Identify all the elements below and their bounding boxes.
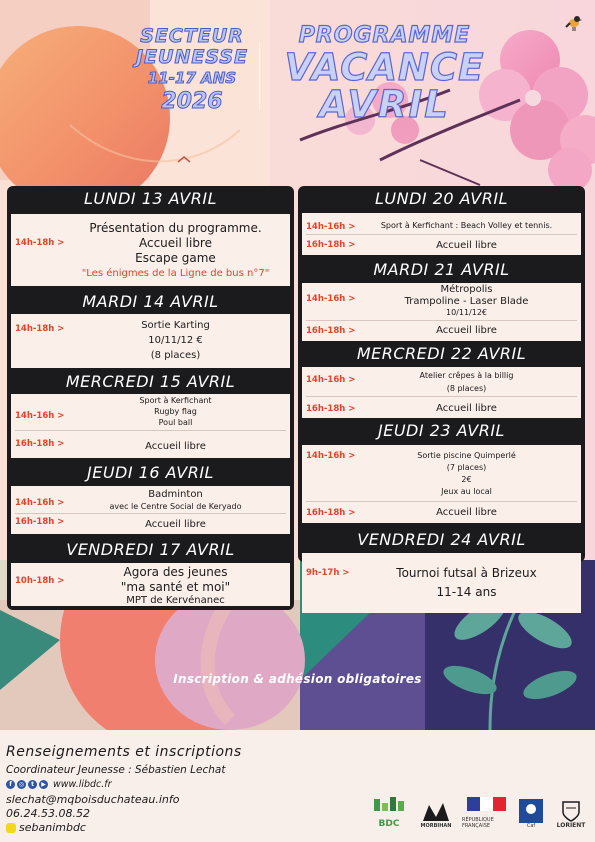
day-card [11, 394, 290, 458]
time-slot: 14h-16h > [306, 451, 356, 461]
morbihan-logo [416, 793, 456, 829]
activity-text: Présentation du programme. [89, 221, 262, 235]
activity-text: Sortie Karting [141, 320, 210, 331]
snapchat-handle [6, 821, 86, 834]
activity-text: (7 places) [446, 463, 487, 472]
time-slot: 10h-18h > [15, 576, 65, 586]
activity-text: Accueil libre [138, 236, 212, 250]
activity-text: Tournoi futsal à Brizeux [396, 566, 537, 580]
activity-text: MPT de Kervénanec [126, 595, 225, 606]
activity-text: Accueil libre [436, 403, 497, 414]
time-slot: 16h-18h > [15, 439, 65, 449]
day-card [11, 314, 290, 368]
day-header: VENDREDI 17 AVRIL [66, 540, 235, 559]
row-separator [306, 396, 577, 397]
day-header: LUNDI 20 AVRIL [374, 189, 508, 208]
activity-text: Poul ball [158, 418, 193, 427]
day-header: MARDI 21 AVRIL [373, 260, 510, 279]
activity-text: Accueil libre [436, 240, 497, 251]
caf-logo-text: Caf [526, 823, 536, 829]
activity-text: Badminton [148, 489, 203, 500]
day-header: LUNDI 13 AVRIL [83, 189, 217, 208]
snapchat-icon [6, 823, 16, 833]
republique-logo-text: RÉPUBLIQUE FRANÇAISE [462, 817, 494, 829]
activity-text: Agora des jeunes [123, 565, 228, 579]
time-slot: 16h-18h > [15, 517, 65, 527]
row-separator [306, 320, 577, 321]
day-card [11, 214, 290, 286]
day-header: JEUDI 23 AVRIL [378, 421, 505, 440]
activity-text: 2€ [461, 475, 472, 484]
activity-text: Sortie piscine Quimperlé [417, 451, 516, 460]
activity-text: Sport à Kerfichant [139, 396, 212, 405]
activity-text: Accueil libre [436, 325, 497, 336]
lorient-logo-text: LORIENT [556, 822, 586, 829]
activity-text: Trampoline - Laser Blade [404, 296, 529, 307]
sector-title [126, 27, 258, 113]
time-slot: 14h-16h > [306, 222, 356, 232]
lorient-logo [552, 793, 590, 829]
time-slot: 14h-16h > [306, 375, 356, 385]
day-header: MERCREDI 22 AVRIL [356, 344, 527, 363]
phone-number: 06.24.53.08.52 [6, 807, 90, 820]
time-slot: 14h-16h > [15, 498, 65, 508]
activity-text: "ma santé et moi" [120, 580, 231, 594]
program-title [262, 23, 507, 126]
activity-text: Escape game [135, 251, 216, 265]
time-slot: 14h-18h > [15, 238, 65, 248]
activity-text: (8 places) [446, 384, 487, 393]
activity-text: Accueil libre [436, 507, 497, 518]
day-card [302, 445, 581, 523]
activity-text: avec le Centre Social de Keryado [109, 502, 242, 511]
time-slot: 16h-18h > [306, 240, 356, 250]
bird-icon [564, 12, 584, 36]
twitter-icon[interactable]: t [28, 780, 37, 789]
row-separator [306, 501, 577, 502]
email-link[interactable]: slechat@mqboisduchateau.info [6, 793, 180, 806]
header-divider [259, 43, 260, 109]
activity-text: Accueil libre [145, 441, 206, 452]
republique-logo [462, 793, 512, 829]
snapchat-label: sebanimbdc [19, 821, 86, 834]
program-line2: VACANCE [284, 46, 485, 89]
activity-text: "Les énigmes de la Ligne de bus n°7" [81, 268, 270, 279]
day-card [302, 213, 581, 255]
program-line1: PROGRAMME [298, 23, 471, 48]
activity-text: Métropolis [440, 284, 493, 295]
day-header: VENDREDI 24 AVRIL [357, 530, 526, 549]
bdc-logo-text: BDC [378, 819, 400, 829]
time-slot: 9h-17h > [306, 568, 350, 578]
registration-banner: Inscription & adhésion obligatoires [173, 672, 422, 686]
row-separator [15, 513, 286, 514]
instagram-icon[interactable]: ◎ [18, 781, 25, 788]
sector-line1: SECTEUR [140, 25, 244, 47]
row-separator [15, 430, 286, 431]
activity-text: Jeux au local [441, 487, 492, 496]
website-link[interactable]: www.libdc.fr [53, 779, 112, 790]
day-card [11, 486, 290, 534]
day-header: JEUDI 16 AVRIL [87, 463, 214, 482]
time-slot: 14h-16h > [15, 411, 65, 421]
activity-text: 10/11/12€ [445, 308, 488, 317]
day-header: MARDI 14 AVRIL [82, 292, 219, 311]
time-slot: 16h-18h > [306, 326, 356, 336]
time-slot: 14h-16h > [306, 294, 356, 304]
activity-text: Sport à Kerfichant : Beach Volley et tennis. [380, 221, 553, 230]
activity-text: 10/11/12 € [148, 335, 203, 346]
caf-logo [516, 793, 546, 829]
activity-text: Accueil libre [145, 519, 206, 530]
activity-text: Atelier crêpes à la billig [419, 371, 514, 380]
activity-text: (8 places) [150, 350, 201, 361]
program-line3: AVRIL [319, 83, 450, 126]
day-card [302, 283, 581, 341]
sector-ages: 11-17 ANS [147, 69, 237, 87]
year: 2026 [161, 89, 223, 114]
sector-line2: JEUNESSE [135, 46, 249, 68]
activity-text: 11-14 ans [436, 585, 497, 599]
footer-title: Renseignements et inscriptions [6, 744, 242, 760]
day-card [302, 367, 581, 418]
bdc-logo [370, 793, 408, 829]
time-slot: 16h-18h > [306, 404, 356, 414]
day-header: MERCREDI 15 AVRIL [65, 372, 236, 391]
social-links [6, 779, 112, 790]
day-card [11, 563, 290, 606]
row-separator [306, 234, 577, 235]
activity-text: Rugby flag [154, 407, 197, 416]
youtube-icon[interactable]: ▶ [39, 780, 48, 789]
schedule-right-column [298, 186, 585, 599]
schedule-left-column [7, 186, 294, 610]
coordinator: Coordinateur Jeunesse : Sébastien Lechat [6, 764, 226, 776]
facebook-icon[interactable]: f [6, 780, 15, 789]
day-card [302, 553, 581, 613]
time-slot: 16h-18h > [306, 508, 356, 518]
morbihan-logo-text: MORBIHAN [420, 823, 452, 829]
time-slot: 14h-18h > [15, 324, 65, 334]
